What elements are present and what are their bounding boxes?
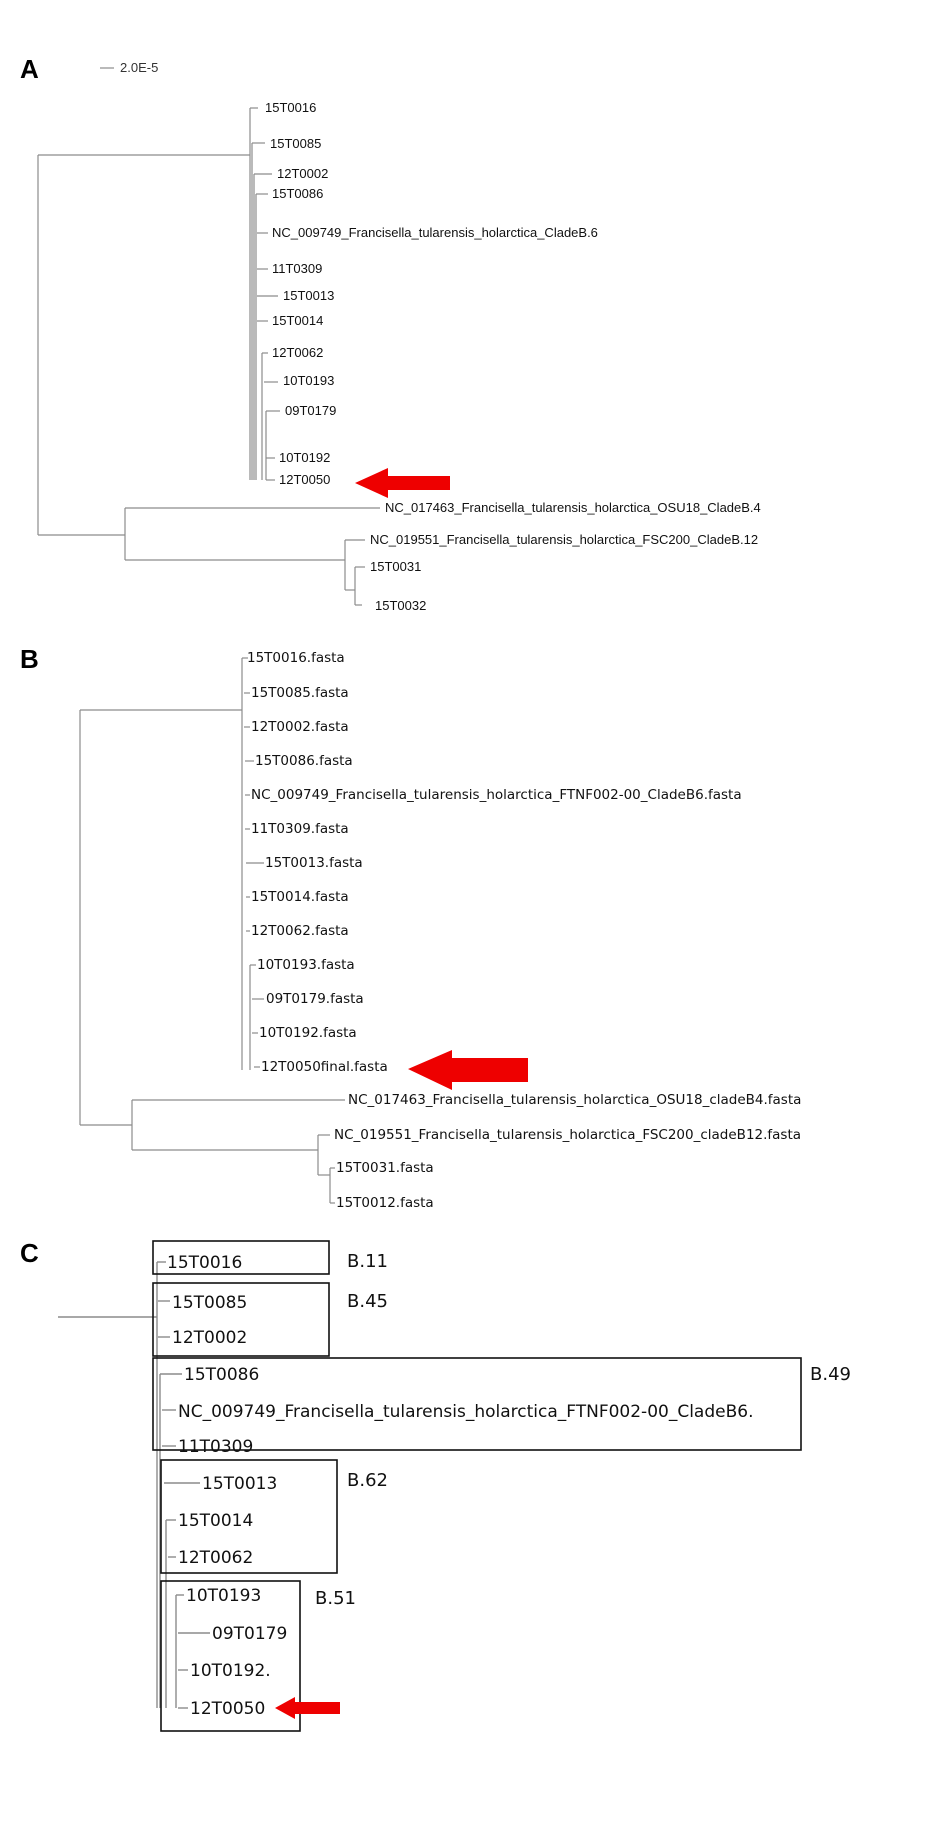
scale-bar-label: 2.0E-5: [120, 60, 159, 75]
tip-label: 09T0179.fasta: [266, 991, 364, 1007]
tip-label-highlighted: 12T0050final.fasta: [261, 1059, 388, 1075]
group-label-b49: B.49: [810, 1364, 851, 1385]
tip-label-highlighted: 12T0050: [190, 1699, 266, 1719]
panel-a-label: A: [20, 54, 39, 84]
tree-c-tip-labels: [167, 1253, 753, 1719]
tip-label: 15T0085.fasta: [251, 685, 349, 701]
tip-label: 12T0062.fasta: [251, 923, 349, 939]
tip-label: 15T0086.fasta: [255, 753, 353, 769]
tip-label: 11T0309: [178, 1437, 254, 1457]
tip-label: NC_019551_Francisella_tularensis_holarctica_FSC200_cladeB12.fasta: [334, 1127, 802, 1143]
tip-label: 15T0031.fasta: [336, 1160, 434, 1176]
tip-label-highlighted: 12T0050: [279, 472, 331, 487]
tip-label: 10T0192.fasta: [259, 1025, 357, 1041]
tip-label: NC_009749_Francisella_tularensis_holarctica_CladeB.6: [272, 225, 598, 240]
panel-a: [20, 54, 761, 613]
panel-b: [20, 644, 801, 1211]
tip-label: 15T0016.fasta: [247, 650, 345, 666]
tip-label: 15T0032: [375, 598, 427, 613]
group-label-b11: B.11: [347, 1251, 388, 1272]
tip-label: NC_009749_Francisella_tularensis_holarctica_FTNF002-00_CladeB6.fasta: [251, 787, 742, 803]
tip-label: NC_017463_Francisella_tularensis_holarctica_OSU18_CladeB.4: [385, 500, 761, 515]
tip-label: 10T0192: [279, 450, 331, 465]
tip-label: 15T0016: [265, 100, 317, 115]
tree-b-tip-labels: [247, 650, 801, 1211]
tip-label: 09T0179: [212, 1624, 288, 1644]
group-label-b62: B.62: [347, 1470, 388, 1491]
tip-label: 15T0014: [178, 1511, 254, 1531]
tip-label: 15T0085: [270, 136, 322, 151]
tip-label: 15T0086: [272, 186, 324, 201]
tip-label: 12T0002: [172, 1328, 248, 1348]
tip-label: 15T0014: [272, 313, 324, 328]
tree-c-group-labels: [315, 1251, 851, 1609]
tip-label: 15T0086: [184, 1365, 260, 1385]
tip-label: 12T0062: [178, 1548, 254, 1568]
panel-c: [20, 1238, 851, 1731]
group-label-b51: B.51: [315, 1588, 356, 1609]
tip-label: 15T0012.fasta: [336, 1195, 434, 1211]
tip-label: 10T0192.: [190, 1661, 271, 1681]
highlight-arrow-c: [275, 1697, 340, 1719]
tip-label: 11T0309.fasta: [251, 821, 349, 837]
tip-label: 12T0002: [277, 166, 329, 181]
highlight-arrow-a: [355, 468, 450, 498]
tip-label: 11T0309: [272, 261, 323, 276]
tip-label: 10T0193.fasta: [257, 957, 355, 973]
tip-label: NC_019551_Francisella_tularensis_holarctica_FSC200_CladeB.12: [370, 532, 759, 547]
tip-label: NC_009749_Francisella_tularensis_holarctica_FTNF002-00_CladeB6.: [178, 1402, 754, 1422]
highlight-arrow-b: [408, 1050, 528, 1090]
tip-label: 12T0002.fasta: [251, 719, 349, 735]
tip-label: 15T0013: [202, 1474, 278, 1494]
tip-label: 15T0014.fasta: [251, 889, 349, 905]
tip-label: 15T0013: [283, 288, 335, 303]
panel-c-label: C: [20, 1238, 39, 1268]
panel-b-label: B: [20, 644, 39, 674]
tip-label: 09T0179: [285, 403, 337, 418]
tree-a-tip-labels: [265, 100, 761, 613]
tree-a-branches: [38, 108, 380, 605]
tip-label: 12T0062: [272, 345, 324, 360]
tip-label: 15T0016: [167, 1253, 243, 1273]
tip-label: 10T0193: [186, 1586, 262, 1606]
tip-label: NC_017463_Francisella_tularensis_holarctica_OSU18_cladeB4.fasta: [348, 1092, 802, 1108]
tip-label: 15T0085: [172, 1293, 248, 1313]
group-label-b45: B.45: [347, 1291, 388, 1312]
tip-label: 15T0013.fasta: [265, 855, 363, 871]
tip-label: 15T0031: [370, 559, 422, 574]
tip-label: 10T0193: [283, 373, 335, 388]
